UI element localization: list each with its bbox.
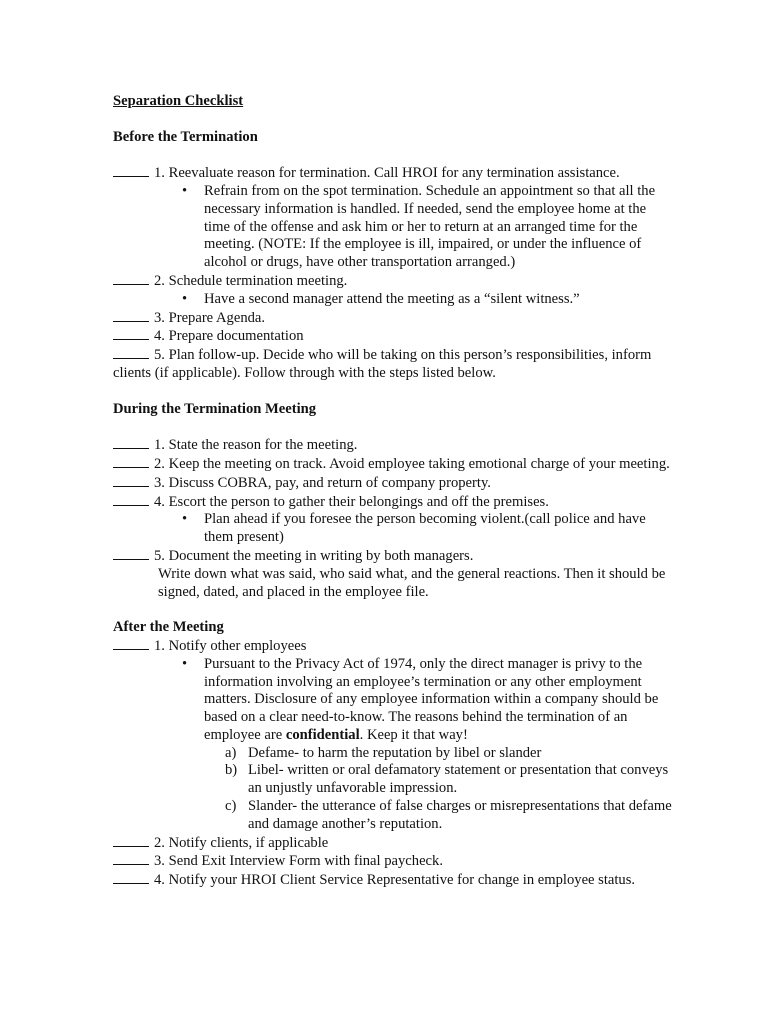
bullet-icon: •	[182, 290, 188, 307]
after-item-4	[113, 871, 673, 890]
item-text: 4. Escort the person to gather their belongings and off the premises.	[154, 493, 549, 510]
bullet-icon: •	[182, 182, 188, 199]
item-text: 1. State the reason for the meeting.	[154, 437, 358, 454]
during-item-5-note: Write down what was said, who said what, and the general reactions. Then it should be signed, dated, and placed in the employee file.	[158, 565, 666, 600]
bullet-text: Refrain from on the spot termination. Schedule an appointment so that all the necessary information is handled. If needed, send the employee home at the time of the offense and ask him or her to return at an arranged time for the meeting. (NOTE: If the employee is ill, impaired, or under the influence of alcohol or drugs, have other transportation arranged.)	[204, 182, 656, 271]
bullet-text: Pursuant to the Privacy Act of 1974, only the direct manager is privy to the information involving an employee’s termination or any other employment matters. Disclosure of any employee information within a company should be based on a clear need-to-know. The reasons behind the termination of an employee are	[204, 655, 659, 743]
sub-label: a)	[225, 744, 237, 761]
during-item-3	[113, 474, 673, 493]
checkbox-blank[interactable]	[113, 547, 149, 560]
bullet-text-end: . Keep it that way!	[359, 726, 468, 743]
section-heading-before: Before the Termination	[113, 128, 258, 145]
bullet-icon: •	[182, 511, 188, 528]
sub-text: Defame- to harm the reputation by libel or slander	[248, 744, 542, 761]
after-item-1-bullet	[113, 656, 673, 745]
before-item-5	[113, 346, 673, 383]
checkbox-blank[interactable]	[113, 272, 149, 285]
item-text: 5. Plan follow-up. Decide who will be taking on this person’s responsibilities, inform clients (if applicable). Follow through with the steps listed below.	[113, 347, 652, 381]
item-text: 3. Discuss COBRA, pay, and return of company property.	[154, 474, 491, 491]
bullet-icon: •	[182, 655, 188, 672]
during-item-2	[113, 455, 673, 474]
section-heading-after: After the Meeting	[113, 619, 224, 636]
bullet-text: Plan ahead if you foresee the person becoming violent.(call police and have them present)	[204, 511, 646, 546]
before-item-4	[113, 327, 673, 346]
item-text: 1. Notify other employees	[154, 637, 307, 654]
checkbox-blank[interactable]	[113, 436, 149, 449]
during-item-4-bullet	[113, 511, 673, 547]
item-text: 4. Prepare documentation	[154, 328, 304, 345]
before-item-3	[113, 309, 673, 328]
checkbox-blank[interactable]	[113, 834, 149, 847]
spacer	[113, 383, 673, 401]
item-text: 3. Prepare Agenda.	[154, 309, 266, 326]
during-item-4	[113, 493, 673, 512]
checkbox-blank[interactable]	[113, 309, 149, 322]
sub-label: c)	[225, 798, 237, 815]
section-heading-during: During the Termination Meeting	[113, 400, 317, 417]
checkbox-blank[interactable]	[113, 474, 149, 487]
item-text: 2. Notify clients, if applicable	[154, 834, 329, 851]
after-item-2	[113, 834, 673, 853]
after-sub-b	[113, 762, 673, 798]
checkbox-blank[interactable]	[113, 455, 149, 468]
checkbox-blank[interactable]	[113, 327, 149, 340]
after-item-3	[113, 852, 673, 871]
checklist-document	[113, 93, 673, 890]
during-item-5	[113, 547, 673, 566]
spacer	[113, 601, 673, 619]
bullet-text: Have a second manager attend the meeting as a “silent witness.”	[204, 290, 580, 307]
item-text: 5. Document the meeting in writing by both managers.	[154, 547, 474, 564]
before-item-1	[113, 164, 673, 183]
item-text: 3. Send Exit Interview Form with final paycheck.	[154, 853, 443, 870]
after-item-1	[113, 637, 673, 656]
checkbox-blank[interactable]	[113, 637, 149, 650]
checkbox-blank[interactable]	[113, 852, 149, 865]
sub-text: Slander- the utterance of false charges or misrepresentations that defame and damage another’s reputation.	[248, 798, 672, 832]
checkbox-blank[interactable]	[113, 871, 149, 884]
checkbox-blank[interactable]	[113, 346, 149, 359]
before-item-2	[113, 272, 673, 291]
item-text: 2. Schedule termination meeting.	[154, 272, 348, 289]
item-text: 4. Notify your HROI Client Service Representative for change in employee status.	[154, 872, 636, 889]
sub-text: Libel- written or oral defamatory statement or presentation that conveys an unjustly unfavorable impression.	[248, 762, 669, 797]
after-sub-c	[113, 798, 673, 834]
during-item-1	[113, 436, 673, 455]
sub-label: b)	[225, 762, 238, 779]
checkbox-blank[interactable]	[113, 493, 149, 506]
confidential-emphasis: confidential	[285, 726, 360, 743]
checkbox-blank[interactable]	[113, 164, 149, 177]
item-text: 2. Keep the meeting on track. Avoid employee taking emotional charge of your meeting.	[154, 455, 670, 472]
before-item-2-bullet	[113, 291, 673, 309]
item-text: 1. Reevaluate reason for termination. Call HROI for any termination assistance.	[154, 165, 620, 182]
after-sub-a	[113, 745, 673, 763]
before-item-1-bullet	[113, 183, 673, 272]
document-title: Separation Checklist	[113, 93, 244, 109]
